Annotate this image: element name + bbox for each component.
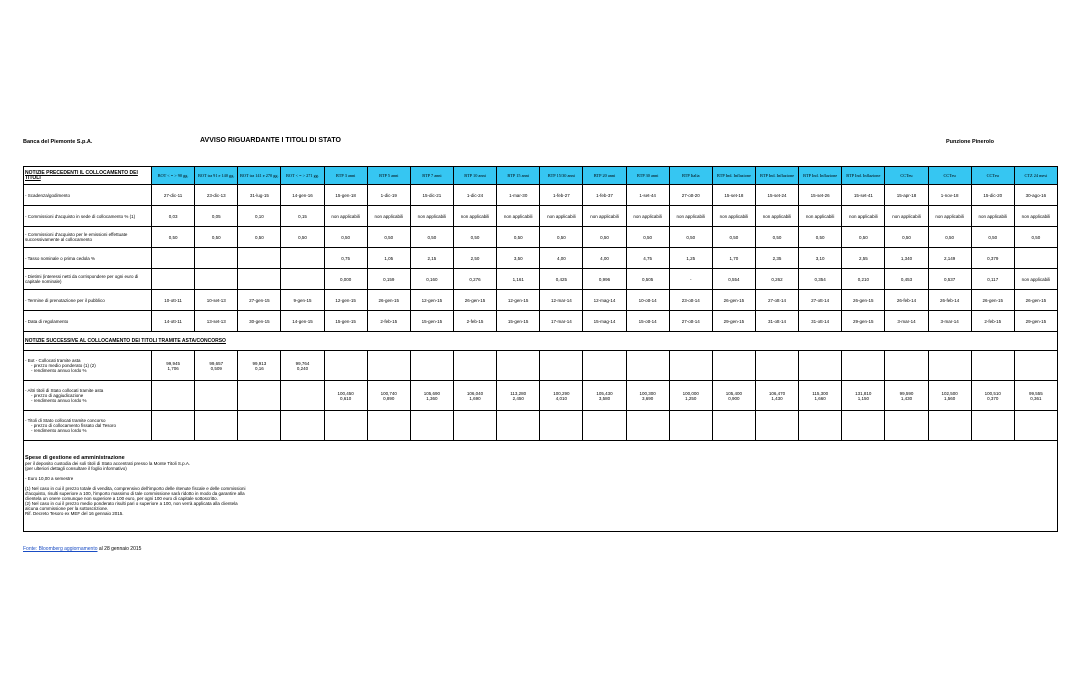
table-cell: 2,35 xyxy=(755,248,798,269)
column-header: BTP 7 anni xyxy=(410,167,453,185)
column-header: BTP 10 anni xyxy=(453,167,496,185)
table-cell: 2-feb-15 xyxy=(453,311,496,332)
table-cell: 0,50 xyxy=(195,227,238,248)
table-cell: 15-set-26 xyxy=(799,185,842,206)
table-cell xyxy=(1014,411,1057,441)
page-title: AVVISO RIGUARDANTE I TITOLI DI STATO xyxy=(200,137,341,144)
table-cell: 15-apr-18 xyxy=(885,185,928,206)
table-cell: 0,50 xyxy=(453,227,496,248)
table-cell: non applicabili xyxy=(971,206,1014,227)
table-cell: 12-gen-15 xyxy=(410,290,453,311)
note-line: alcuna commissione per la sottoscrizione. xyxy=(25,506,109,511)
row-label: - Scadenza/godimento xyxy=(24,185,152,206)
table-cell: 30-gen-15 xyxy=(238,311,281,332)
table-cell: 4,00 xyxy=(583,248,626,269)
column-header: BTP Italia xyxy=(669,167,712,185)
table-cell xyxy=(626,351,669,381)
table-cell: 0,75 xyxy=(324,248,367,269)
table-cell: 1,05 xyxy=(367,248,410,269)
table-cell: 10-ott-14 xyxy=(626,290,669,311)
table-cell: 0,50 xyxy=(152,227,195,248)
table-cell: 1,340 xyxy=(885,248,928,269)
row-label: - Termine di prenotazione per il pubblico xyxy=(24,290,152,311)
table-cell: 0,03 xyxy=(152,206,195,227)
row-label-sub: - prezzo di aggiudicazione xyxy=(31,393,84,398)
column-header: BTP 15 anni xyxy=(497,167,540,185)
table-cell: 0,50 xyxy=(540,227,583,248)
table-cell: 0,50 xyxy=(367,227,410,248)
column-header: BTP Ind. Inflazione xyxy=(712,167,755,185)
table-cell xyxy=(626,411,669,441)
table-cell: 15-gen-15 xyxy=(497,311,540,332)
row-label xyxy=(24,351,152,381)
table-cell: 15-ott-14 xyxy=(626,311,669,332)
table-cell: 1-dic-24 xyxy=(453,185,496,206)
table-cell: 9-gen-15 xyxy=(281,290,324,311)
table-cell: 99,913 0,16 xyxy=(238,351,281,381)
table-cell: 99,555 0,361 xyxy=(1014,381,1057,411)
table-cell: 12-gen-15 xyxy=(324,290,367,311)
table-cell: 0,10 xyxy=(238,206,281,227)
table-cell: 0,379 xyxy=(971,248,1014,269)
table-cell: non applicabili xyxy=(453,206,496,227)
table-cell: 31-ott-14 xyxy=(799,311,842,332)
table-cell xyxy=(367,351,410,381)
table-cell xyxy=(281,248,324,269)
table-cell xyxy=(885,411,928,441)
table-cell: 15-gen-18 xyxy=(324,185,367,206)
table-cell xyxy=(324,411,367,441)
table-cell: 3-mar-14 xyxy=(885,311,928,332)
table-cell: 15-set-41 xyxy=(842,185,885,206)
table-cell: 2,15 xyxy=(410,248,453,269)
table-cell: 105,400 0,900 xyxy=(712,381,755,411)
table-cell: 0,50 xyxy=(238,227,281,248)
source-link[interactable]: Fonte: Bloomberg aggiornamento xyxy=(23,546,98,552)
column-header: BTP 5 anni xyxy=(367,167,410,185)
table-row xyxy=(24,311,1058,332)
table-row xyxy=(24,269,1058,290)
notes-title: Spese di gestione ed amministrazione xyxy=(25,455,125,461)
table-cell: 0,50 xyxy=(583,227,626,248)
table-cell: 99,945 1,706 xyxy=(152,351,195,381)
table-cell: non applicabili xyxy=(842,206,885,227)
table-cell xyxy=(152,269,195,290)
table-cell: 10-ott-11 xyxy=(152,290,195,311)
table-cell: non applicabili xyxy=(799,206,842,227)
table-cell: 14-gen-15 xyxy=(281,311,324,332)
table-cell xyxy=(238,248,281,269)
table-cell: 0,50 xyxy=(928,227,971,248)
table-cell xyxy=(238,269,281,290)
table-cell xyxy=(410,411,453,441)
bond-table xyxy=(23,166,1058,532)
table-cell xyxy=(755,351,798,381)
row-label: - Dietimi (interessi netti da corrispondere per ogni euro di capitale nominale) xyxy=(24,269,152,290)
table-cell: 26-gen-15 xyxy=(453,290,496,311)
table-cell: 0,159 xyxy=(367,269,410,290)
table-cell: - xyxy=(669,269,712,290)
table-cell: 12-gen-15 xyxy=(497,290,540,311)
table-row xyxy=(24,206,1058,227)
table-cell: non applicabili xyxy=(1014,206,1057,227)
table-cell: 15-gen-15 xyxy=(410,311,453,332)
table-cell: 26-feb-14 xyxy=(885,290,928,311)
table-cell: 29-gen-15 xyxy=(712,311,755,332)
table-cell: 99,764 0,240 xyxy=(281,351,324,381)
table-cell xyxy=(324,351,367,381)
table-cell: 10-set-13 xyxy=(195,290,238,311)
column-header: BOT tra 91 e 140 gg. xyxy=(195,167,238,185)
table-cell: 0,554 xyxy=(712,269,755,290)
table-cell: 106,040 1,690 xyxy=(453,381,496,411)
table-cell: 102,500 1,560 xyxy=(928,381,971,411)
table-row xyxy=(24,248,1058,269)
table-cell xyxy=(281,411,324,441)
row-label: - Data di regolamento xyxy=(24,311,152,332)
table-cell xyxy=(842,411,885,441)
table-cell xyxy=(1014,248,1057,269)
table-cell xyxy=(195,381,238,411)
row-label: - Commissioni d'acquisto per le emissioni effettuate successivamente al collocamento xyxy=(24,227,152,248)
table-cell: 29-gen-15 xyxy=(842,311,885,332)
table-cell: 100,300 3,690 xyxy=(626,381,669,411)
table-cell xyxy=(195,411,238,441)
table-cell xyxy=(367,411,410,441)
table-cell: non applicabili xyxy=(669,206,712,227)
table-cell: non applicabili xyxy=(540,206,583,227)
table-cell: 0,262 xyxy=(755,269,798,290)
table-cell: 0,425 xyxy=(540,269,583,290)
column-header: BOT < = > 271 gg. xyxy=(281,167,324,185)
table-cell: 27-ott-14 xyxy=(799,290,842,311)
table-cell: 0,50 xyxy=(626,227,669,248)
table-cell xyxy=(497,351,540,381)
table-cell: 105,690 1,360 xyxy=(410,381,453,411)
table-cell xyxy=(712,411,755,441)
table-cell: 1-feb-37 xyxy=(583,185,626,206)
table-cell: 0,210 xyxy=(842,269,885,290)
column-header: BTP Ind. Inflazione xyxy=(755,167,798,185)
table-cell xyxy=(195,269,238,290)
table-cell: 0,537 xyxy=(928,269,971,290)
column-header: BTP 3 anni xyxy=(324,167,367,185)
table-cell: 23-ott-14 xyxy=(669,290,712,311)
notes-lines xyxy=(25,461,1056,516)
notes-row xyxy=(24,441,1058,532)
column-header: BTP Ind. Inflazione xyxy=(842,167,885,185)
table-cell: 99,590 1,430 xyxy=(885,381,928,411)
table-cell: 4,75 xyxy=(626,248,669,269)
table-cell xyxy=(583,411,626,441)
table-cell: 1-feb-27 xyxy=(540,185,583,206)
row-label-main: - Altri titoli di Stato collocati tramite asta xyxy=(25,388,104,393)
update-date: al 28 gennaio 2015 xyxy=(98,546,142,552)
row-label xyxy=(24,381,152,411)
table-cell: 100,510 0,370 xyxy=(971,381,1014,411)
table-cell: 1-set-44 xyxy=(626,185,669,206)
table-cell: 15-set-18 xyxy=(712,185,755,206)
table-cell xyxy=(540,411,583,441)
table-cell: 4,00 xyxy=(540,248,583,269)
table-cell: 26-feb-14 xyxy=(928,290,971,311)
table-cell: 106,470 1,430 xyxy=(755,381,798,411)
table-cell xyxy=(152,411,195,441)
table-cell: 15-mag-14 xyxy=(583,311,626,332)
table-cell: 0,453 xyxy=(885,269,928,290)
table-cell: non applicabili xyxy=(626,206,669,227)
bank-name: Banca del Piemonte S.p.A. xyxy=(23,139,93,145)
table-row xyxy=(24,290,1058,311)
table-cell: 12-mag-14 xyxy=(583,290,626,311)
table-cell: 12-mar-14 xyxy=(540,290,583,311)
table-cell: non applicabili xyxy=(885,206,928,227)
table-cell xyxy=(712,351,755,381)
row-label-sub: - rendimento annuo lordo % xyxy=(31,428,87,433)
table-cell xyxy=(928,351,971,381)
column-header: CTZ 24 mesi xyxy=(1014,167,1057,185)
table-cell: 113,280 2,450 xyxy=(497,381,540,411)
table-row xyxy=(24,411,1058,441)
row-label-sub: - rendimento annuo lordo % xyxy=(31,368,87,373)
table-cell: 0,50 xyxy=(755,227,798,248)
column-header: CCTeu xyxy=(885,167,928,185)
table-cell: 0,50 xyxy=(497,227,540,248)
table-cell xyxy=(281,269,324,290)
table-cell: 26-gen-15 xyxy=(1014,290,1057,311)
table-cell xyxy=(971,351,1014,381)
row-label: - Commissioni d'acquisto in sede di collocamento % (1) xyxy=(24,206,152,227)
table-cell: 14-gen-16 xyxy=(281,185,324,206)
table-cell: 27-ott-14 xyxy=(669,311,712,332)
table-cell: 27-ott-20 xyxy=(669,185,712,206)
table-cell: 3-mar-14 xyxy=(928,311,971,332)
table-cell: 131,810 1,150 xyxy=(842,381,885,411)
column-header: BTP 20 anni xyxy=(583,167,626,185)
table-cell: 0,15 xyxy=(281,206,324,227)
table-cell: 0,50 xyxy=(842,227,885,248)
table-cell: 100,290 4,010 xyxy=(540,381,583,411)
table-cell: 0,50 xyxy=(799,227,842,248)
table-cell: 0,505 xyxy=(626,269,669,290)
note-line: clientela un onere comunque non superiore a 100 euro, per ogni 100 euro di capitale sottoscritto. xyxy=(25,496,218,501)
note-line: d'acquisto, risulti superiore a 100, l'importo massimo di tale commissione sarà ridotto in modo da garantire alla xyxy=(25,491,245,496)
notes-box xyxy=(24,441,1058,532)
table-cell: 1,70 xyxy=(712,248,755,269)
table-cell: 26-gen-15 xyxy=(712,290,755,311)
table-row xyxy=(24,227,1058,248)
table-cell: 0,50 xyxy=(410,227,453,248)
table-cell: 31-lug-15 xyxy=(238,185,281,206)
table-cell: non applicabili xyxy=(324,206,367,227)
table-cell: 100,000 1,250 xyxy=(669,381,712,411)
table-cell: 100,740 0,890 xyxy=(367,381,410,411)
note-line: Rif. Decreto Tesoro ex MEF del 16 gennaio 2015. xyxy=(25,511,124,516)
table-cell xyxy=(238,381,281,411)
note-line: per il deposito custodia dei soli titoli di Stato accentrati presso la Monte Titoli S.p.A. xyxy=(25,461,191,466)
table-cell: non applicabili xyxy=(410,206,453,227)
table-cell: 1-dic-19 xyxy=(367,185,410,206)
table-cell: 0,354 xyxy=(799,269,842,290)
table-cell xyxy=(238,411,281,441)
note-line: (2) Nel caso in cui il prezzo medio ponderato risulti pari o superiore a 100, non verrà applicata alla clientela xyxy=(25,501,238,506)
column-header: CCTeu xyxy=(971,167,1014,185)
table-cell: 105,430 3,580 xyxy=(583,381,626,411)
table-cell: non applicabili xyxy=(583,206,626,227)
table-cell: 3,10 xyxy=(799,248,842,269)
table-cell: non applicabili xyxy=(755,206,798,227)
table-cell: 0,50 xyxy=(712,227,755,248)
table-cell xyxy=(971,411,1014,441)
row-label-main: - Bot - Collocati tramite asta xyxy=(25,358,81,363)
table-cell xyxy=(842,351,885,381)
table-cell: 1-mar-30 xyxy=(497,185,540,206)
column-header: BOT < = > 90 gg. xyxy=(152,167,195,185)
table-row xyxy=(24,381,1058,411)
table-cell xyxy=(1014,351,1057,381)
table-cell: 1,25 xyxy=(669,248,712,269)
table-cell: 27-dic-11 xyxy=(152,185,195,206)
table-cell xyxy=(453,411,496,441)
table-cell xyxy=(799,351,842,381)
table-cell xyxy=(755,411,798,441)
table-cell: 2-feb-15 xyxy=(971,311,1014,332)
table-row xyxy=(24,185,1058,206)
table-cell: 27-gen-15 xyxy=(238,290,281,311)
table-cell: 2,55 xyxy=(842,248,885,269)
table-cell: 26-gen-15 xyxy=(367,290,410,311)
table-cell: 14-ott-11 xyxy=(152,311,195,332)
row-label-main: - Titoli di Stato collocati tramite concorso xyxy=(25,418,106,423)
table-cell: 26-gen-15 xyxy=(842,290,885,311)
column-header: BOT tra 141 e 270 gg. xyxy=(238,167,281,185)
table-cell: non applicabili xyxy=(497,206,540,227)
table-cell: 0,05 xyxy=(195,206,238,227)
row-label: - Tasso nominale o prima cedola % xyxy=(24,248,152,269)
section-notizie-precedenti: NOTIZIE PRECEDENTI IL COLLOCAMENTO DEI TITOLI xyxy=(24,167,152,185)
table-cell xyxy=(497,411,540,441)
table-cell xyxy=(799,411,842,441)
branch-name: Punzione Pinerolo xyxy=(946,139,994,145)
table-cell: 115,300 1,660 xyxy=(799,381,842,411)
row-label-sub: - prezzo medio ponderato (1) (2) xyxy=(31,363,96,368)
table-cell xyxy=(152,381,195,411)
table-cell: 15-dic-20 xyxy=(971,185,1014,206)
table-cell xyxy=(669,411,712,441)
table-cell: 17-mar-14 xyxy=(540,311,583,332)
table-cell: 2,149 xyxy=(928,248,971,269)
table-cell: 31-ott-14 xyxy=(755,311,798,332)
table-cell xyxy=(453,351,496,381)
table-cell: 0,50 xyxy=(1014,227,1057,248)
table-cell xyxy=(410,351,453,381)
row-label-sub: - rendimento annuo lordo % xyxy=(31,398,87,403)
table-cell: 1-nov-18 xyxy=(928,185,971,206)
table-cell: 0,50 xyxy=(281,227,324,248)
table-cell: 30-ago-16 xyxy=(1014,185,1057,206)
section2-header-row xyxy=(24,332,1058,351)
table-cell: 29-gen-15 xyxy=(1014,311,1057,332)
table-cell xyxy=(152,248,195,269)
table-cell: 23-dic-13 xyxy=(195,185,238,206)
table-cell xyxy=(669,351,712,381)
table-cell: non applicabili xyxy=(1014,269,1057,290)
table-cell: 0,50 xyxy=(971,227,1014,248)
column-header: BTP 15/30 anni xyxy=(540,167,583,185)
table-cell: 0,276 xyxy=(453,269,496,290)
table-cell: non applicabili xyxy=(712,206,755,227)
note-line: (1) Nel caso in cui il prezzo totale di vendita, comprensivo dell'importo delle ritenute fiscale e delle commissioni xyxy=(25,486,246,491)
table-cell: 0,160 xyxy=(410,269,453,290)
table-cell: 27-ott-14 xyxy=(755,290,798,311)
note-line: - Euro 10,00 a semestre xyxy=(25,476,74,481)
table-cell: 15-gen-15 xyxy=(324,311,367,332)
table-cell: 2,50 xyxy=(453,248,496,269)
table-cell: 3,50 xyxy=(497,248,540,269)
table-cell: non applicabili xyxy=(367,206,410,227)
table-cell: 100,450 0,610 xyxy=(324,381,367,411)
table-cell xyxy=(583,351,626,381)
table-cell xyxy=(540,351,583,381)
section-notizie-successive: NOTIZIE SUCCESSIVE AL COLLOCAMENTO DEI TITOLI TRAMITE ASTA/CONCORSO xyxy=(24,332,1058,351)
table-cell: 0,50 xyxy=(669,227,712,248)
table-cell: 0,117 xyxy=(971,269,1014,290)
row-label-sub: - prezzo di collocamento fissato dal Tesoro xyxy=(31,423,116,428)
row-label xyxy=(24,411,152,441)
column-header: BTP 30 anni xyxy=(626,167,669,185)
table-cell xyxy=(928,411,971,441)
table-cell: non applicabili xyxy=(928,206,971,227)
table-cell xyxy=(885,351,928,381)
column-header: CCTeu xyxy=(928,167,971,185)
table-cell: 0,000 xyxy=(324,269,367,290)
note-line: (per ulteriori dettagli consultare il foglio informativo) xyxy=(25,466,127,471)
table-cell: 0,50 xyxy=(324,227,367,248)
table-cell: 99,657 0,509 xyxy=(195,351,238,381)
table-row xyxy=(24,351,1058,381)
table-cell: 26-gen-15 xyxy=(971,290,1014,311)
column-header: BTP Ind. Inflazione xyxy=(799,167,842,185)
table-cell: 13-set-13 xyxy=(195,311,238,332)
source-footer xyxy=(23,546,141,552)
table-cell xyxy=(195,248,238,269)
table-cell: 15-dic-21 xyxy=(410,185,453,206)
table-cell: 0,50 xyxy=(885,227,928,248)
table-header-row xyxy=(24,167,1058,185)
table-cell: 2-feb-15 xyxy=(367,311,410,332)
table-cell: 15-set-24 xyxy=(755,185,798,206)
table-cell: 1,161 xyxy=(497,269,540,290)
table-cell: 0,996 xyxy=(583,269,626,290)
table-cell xyxy=(281,381,324,411)
